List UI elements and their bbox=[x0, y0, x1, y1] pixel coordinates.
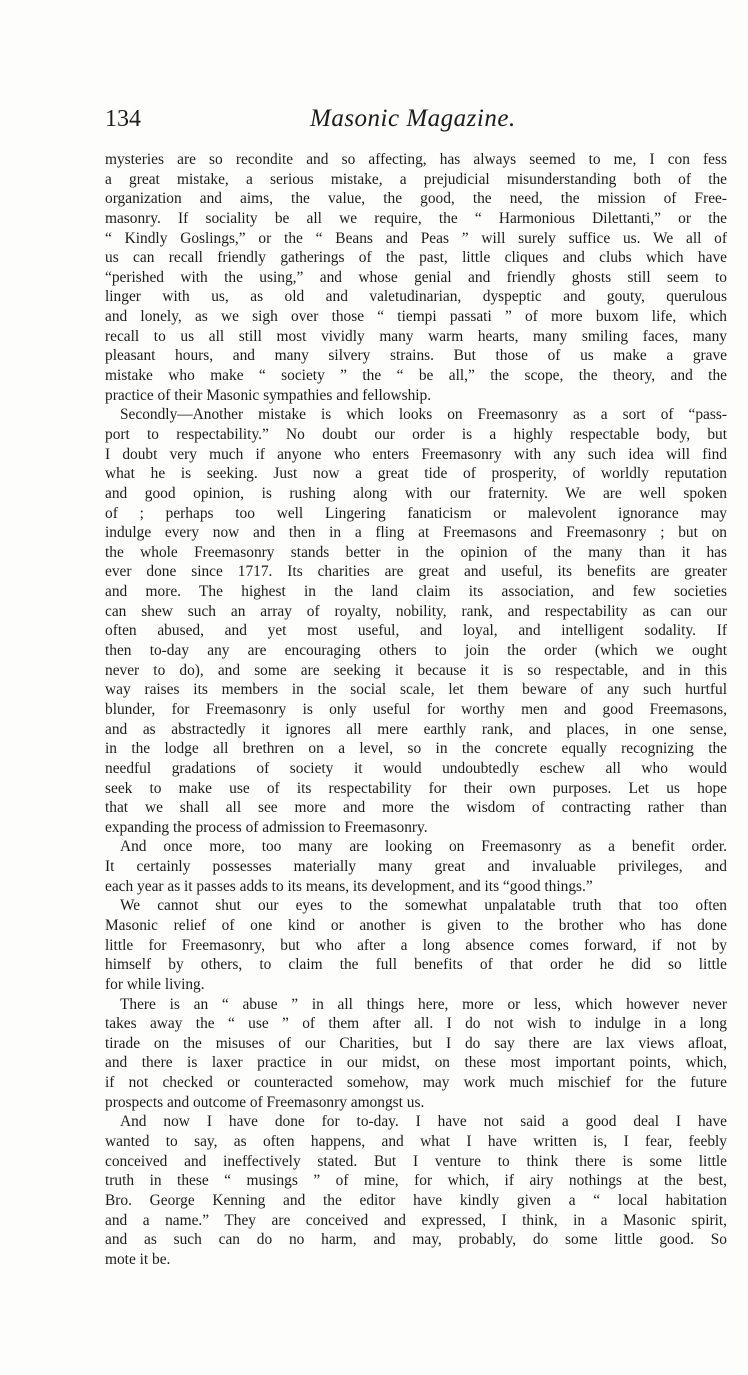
text-line: Secondly—Another mistake is which looks on Freemasonry as a sort of “pass- bbox=[120, 406, 727, 424]
running-title: Masonic Magazine. bbox=[310, 105, 516, 132]
text-line: that we shall all see more and more the wisdom of contracting rather than bbox=[105, 799, 727, 817]
text-line: seek to make use of its respectability for their own purposes. Let us hope bbox=[105, 779, 727, 797]
text-line: wanted to say, as often happens, and what I have written is, I fear, feebly bbox=[105, 1133, 727, 1151]
text-line: I doubt very much if anyone who enters Freemasonry with any such idea will find bbox=[105, 445, 727, 463]
page-number: 134 bbox=[105, 106, 141, 132]
text-line: and lonely, as we sigh over those “ tiempi passati ” of more buxom life, which bbox=[105, 308, 727, 326]
paragraph bbox=[105, 995, 727, 1113]
text-line: masonry. If sociality be all we require, the “ Harmonious Dilettanti,” or the bbox=[105, 209, 727, 227]
text-line: and there is laxer practice in our midst, on these most important points, which, bbox=[105, 1054, 727, 1072]
text-line: Masonic relief of one kind or another is given to the brother who has done bbox=[105, 916, 727, 934]
text-line: prospects and outcome of Freemasonry amongst us. bbox=[105, 1093, 425, 1111]
text-line: in the lodge all brethren on a level, so in the concrete equally recognizing the bbox=[105, 740, 727, 758]
text-line: “ Kindly Goslings,” or the “ Beans and Peas ” will surely suffice us. We all of bbox=[105, 229, 727, 247]
text-line: us can recall friendly gatherings of the past, little cliques and clubs which have bbox=[105, 249, 727, 267]
text-line: indulge every now and then in a fling at Freemasons and Freemasonry ; but on bbox=[105, 524, 727, 542]
text-line: practice of their Masonic sympathies and fellowship. bbox=[105, 386, 432, 404]
text-line: mistake who make “ society ” the “ be all,” the scope, the theory, and the bbox=[105, 367, 727, 385]
text-line: and good opinion, is rushing along with our fraternity. We are well spoken bbox=[105, 484, 727, 502]
text-line: if not checked or counteracted somehow, may work much mischief for the future bbox=[105, 1074, 727, 1092]
text-line: needful gradations of society it would undoubtedly eschew all who would bbox=[105, 759, 727, 777]
text-line: ever done since 1717. Its charities are great and useful, its benefits are greater bbox=[105, 563, 727, 581]
article-body bbox=[105, 150, 727, 1270]
text-line: can shew such an array of royalty, nobility, rank, and respectability as can our bbox=[105, 602, 727, 620]
text-line: often abused, and yet most useful, and loyal, and intelligent sodality. If bbox=[105, 622, 727, 640]
page-header bbox=[105, 104, 727, 134]
text-line: “perished with the using,” and whose genial and friendly ghosts still seem to bbox=[105, 268, 727, 286]
text-line: Bro. George Kenning and the editor have kindly given a “ local habitation bbox=[105, 1191, 727, 1209]
text-line: And once more, too many are looking on Freemasonry as a benefit order. bbox=[120, 838, 727, 856]
text-line: port to respectability.” No doubt our order is a highly respectable body, but bbox=[105, 425, 727, 443]
text-line: and more. The highest in the land claim its association, and few societies bbox=[105, 583, 727, 601]
text-line: It certainly possesses materially many great and invaluable privileges, and bbox=[105, 858, 727, 876]
paragraph bbox=[105, 837, 727, 896]
paragraph bbox=[105, 896, 727, 994]
text-line: each year as it passes adds to its means, its development, and its “good things.” bbox=[105, 877, 593, 895]
text-line: expanding the process of admission to Freemasonry. bbox=[105, 818, 428, 836]
text-line: mote it be. bbox=[105, 1250, 171, 1268]
text-line: and as such can do no harm, and may, probably, do some little good. So bbox=[105, 1231, 727, 1249]
text-line: way raises its members in the social scale, let them beware of any such hurtful bbox=[105, 681, 727, 699]
text-line: blunder, for Freemasonry is only useful for worthy men and good Freemasons, bbox=[105, 700, 727, 718]
text-line: tirade on the misuses of our Charities, but I do say there are lax views afloat, bbox=[105, 1034, 727, 1052]
text-line: And now I have done for to-day. I have not said a good deal I have bbox=[120, 1113, 727, 1131]
text-line: never to do), and some are seeking it because it is so respectable, and in this bbox=[105, 661, 727, 679]
text-line: of ; perhaps too well Lingering fanaticism or malevolent ignorance may bbox=[105, 504, 727, 522]
text-line: There is an “ abuse ” in all things here, more or less, which however never bbox=[120, 995, 727, 1013]
text-line: conceived and ineffectively stated. But I venture to think there is some little bbox=[105, 1152, 727, 1170]
text-line: then to-day any are encouraging others to join the order (which we ought bbox=[105, 642, 727, 660]
text-line: and a name.” They are conceived and expressed, I think, in a Masonic spirit, bbox=[105, 1211, 727, 1229]
paragraph bbox=[105, 1112, 727, 1269]
text-line: for while living. bbox=[105, 975, 205, 993]
text-line: pleasant hours, and many silvery strains. But those of us make a grave bbox=[105, 347, 727, 365]
text-line: what he is seeking. Just now a great tide of prosperity, of worldly reputation bbox=[105, 465, 727, 483]
text-line: truth in these “ musings ” of mine, for which, if airy nothings at the best, bbox=[105, 1172, 727, 1190]
text-line: organization and aims, the value, the good, the need, the mission of Free- bbox=[105, 190, 727, 208]
text-line: takes away the “ use ” of them after all. I do not wish to indulge in a long bbox=[105, 1015, 727, 1033]
paragraph bbox=[105, 405, 727, 837]
text-line: himself by others, to claim the full benefits of that order he did so little bbox=[105, 956, 727, 974]
paragraph bbox=[105, 150, 727, 405]
text-line: linger with us, as old and valetudinarian, dyspeptic and gouty, querulous bbox=[105, 288, 727, 306]
text-line: the whole Freemasonry stands better in the opinion of the many than it has bbox=[105, 543, 727, 561]
text-line: We cannot shut our eyes to the somewhat unpalatable truth that too often bbox=[120, 897, 727, 915]
text-line: little for Freemasonry, but who after a long absence comes forward, if not by bbox=[105, 936, 727, 954]
text-line: mysteries are so recondite and so affecting, has always seemed to me, I con fess bbox=[105, 151, 727, 168]
text-line: recall to us all still most vividly many warm hearts, many smiling faces, many bbox=[105, 327, 727, 345]
text-line: a great mistake, a serious mistake, a prejudicial misunderstanding both of the bbox=[105, 170, 727, 188]
text-line: and as abstractedly it ignores all mere earthly rank, and places, in one sense, bbox=[105, 720, 727, 738]
